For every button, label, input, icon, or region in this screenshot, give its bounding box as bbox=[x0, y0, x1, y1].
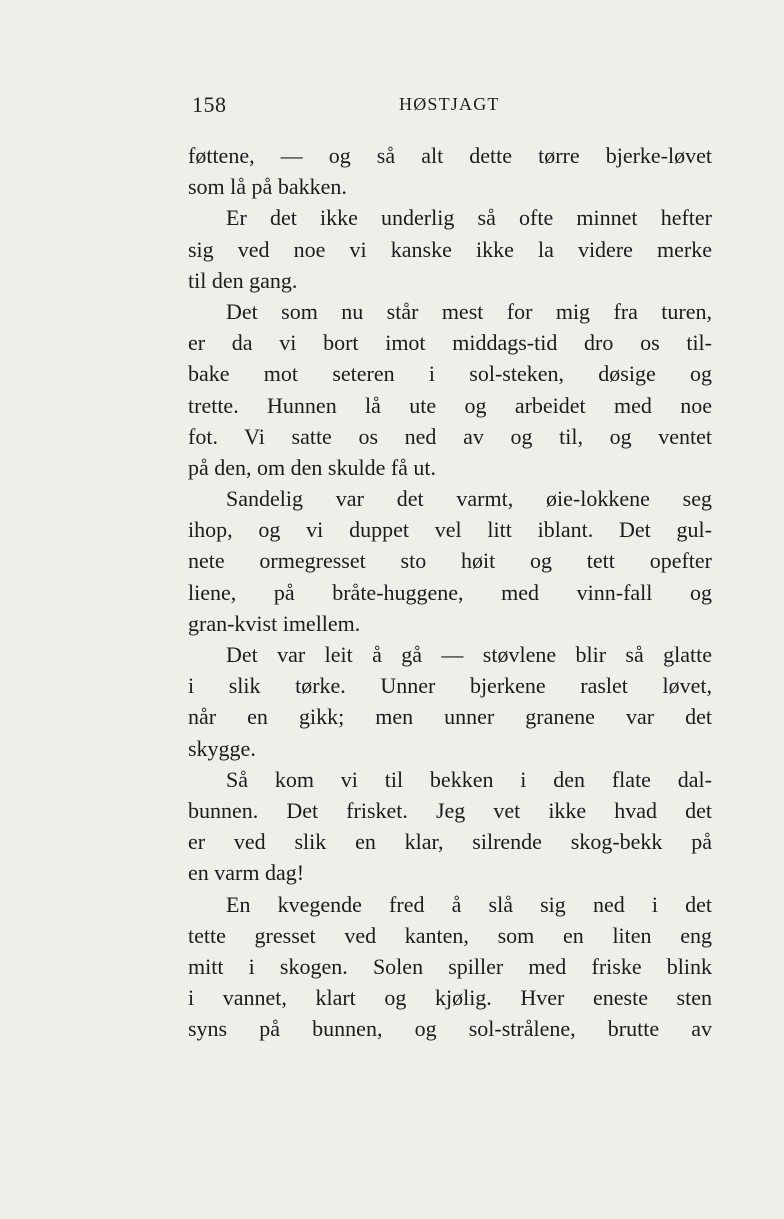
text-line: i vannet, klart og kjølig. Hver eneste sten bbox=[188, 985, 712, 1011]
text-line: bake mot seteren i sol-steken, døsige og bbox=[188, 361, 712, 387]
text-line: trette. Hunnen lå ute og arbeidet med noe bbox=[188, 392, 712, 418]
page-number: 158 bbox=[192, 92, 227, 117]
text-line: på den, om den skulde få ut. bbox=[188, 454, 437, 480]
text-line: i slik tørke. Unner bjerkene raslet løvet, bbox=[188, 673, 712, 699]
running-title: HØSTJAGT bbox=[399, 94, 500, 114]
text-line: som lå på bakken. bbox=[188, 174, 347, 200]
text-line: når en gikk; men unner granene var det bbox=[188, 704, 712, 730]
text-line: nete ormegresset sto høit og tett opefter bbox=[188, 548, 712, 574]
text-line: En kvegende fred å slå sig ned i det bbox=[226, 891, 712, 917]
text-line: Så kom vi til bekken i den flate dal- bbox=[226, 766, 712, 792]
text-line: Er det ikke underlig så ofte minnet hefter bbox=[226, 205, 712, 231]
text-line: mitt i skogen. Solen spiller med friske blink bbox=[188, 953, 712, 979]
text-line: til den gang. bbox=[188, 267, 298, 293]
text-line: bunnen. Det frisket. Jeg vet ikke hvad det bbox=[188, 797, 712, 823]
text-line: er ved slik en klar, silrende skog-bekk på bbox=[188, 829, 712, 855]
running-head bbox=[192, 92, 712, 122]
text-line: tette gresset ved kanten, som en liten eng bbox=[188, 922, 712, 948]
text-line: syns på bunnen, og sol-strålene, brutte av bbox=[188, 1016, 712, 1042]
text-line: Sandelig var det varmt, øie-lokkene seg bbox=[226, 486, 712, 512]
text-line: er da vi bort imot middags-tid dro os til- bbox=[188, 330, 712, 356]
text-line: gran-kvist imellem. bbox=[188, 610, 361, 636]
text-line: sig ved noe vi kanske ikke la videre merke bbox=[188, 236, 712, 262]
text-line: en varm dag! bbox=[188, 860, 305, 886]
text-line: Det som nu står mest for mig fra turen, bbox=[226, 298, 712, 324]
text-line: føttene, — og så alt dette tørre bjerke-løvet bbox=[188, 143, 712, 168]
text-line: Det var leit å gå — støvlene blir så glatte bbox=[226, 642, 712, 667]
text-line: liene, på bråte-huggene, med vinn-fall og bbox=[188, 579, 712, 605]
text-line: ihop, og vi duppet vel litt iblant. Det gul- bbox=[188, 517, 712, 543]
text-line: skygge. bbox=[188, 735, 256, 761]
text-line: fot. Vi satte os ned av og til, og ventet bbox=[188, 423, 712, 449]
body-text bbox=[188, 140, 712, 1044]
